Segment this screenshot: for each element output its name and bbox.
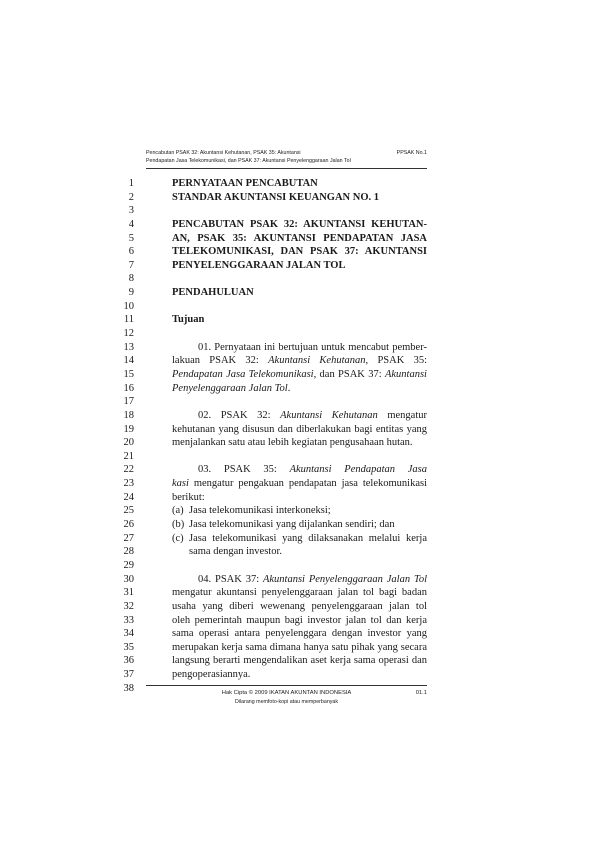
blank-line xyxy=(172,559,427,573)
blank-line xyxy=(172,327,427,341)
subtitle-line-4: PENYELENGGARAAN JALAN TOL xyxy=(172,259,346,271)
italic-reference: Akuntansi Kehutanan xyxy=(268,355,366,367)
blank-line xyxy=(172,204,427,218)
line-number: 38 xyxy=(123,682,134,694)
footer-rule xyxy=(146,685,427,686)
paragraph-01-line-4 xyxy=(172,382,427,396)
page-number: 01.1 xyxy=(415,690,427,696)
line-number: 1 xyxy=(128,178,134,189)
line-number: 11 xyxy=(123,314,134,326)
line-number: 18 xyxy=(123,409,134,421)
line-number: 37 xyxy=(123,669,134,681)
italic-reference: Akuntansi xyxy=(384,368,427,380)
running-header-right: PPSAK No.1 xyxy=(396,150,427,156)
italic-reference: Penyelenggaraan Jalan Tol xyxy=(172,382,288,394)
document-title-line-2: STANDAR AKUNTANSI KEUANGAN NO. 1 xyxy=(172,191,380,203)
line-number: 35 xyxy=(123,641,134,653)
line-number: 33 xyxy=(123,614,134,626)
subtitle-line-1: PENCABUTAN PSAK 32: AKUNTANSI KEHUTAN- xyxy=(172,218,427,230)
paragraph-03-line-2 xyxy=(172,477,427,491)
line-number: 3 xyxy=(128,205,134,217)
paragraph-03-line-3: berikut: xyxy=(172,491,205,503)
line-number: 12 xyxy=(123,328,134,340)
list-text: Jasa telekomunikasi yang dilaksanakan melalui kerja xyxy=(189,532,427,544)
header-line-1: Pencabutan PSAK 32: Akuntansi Kehutanan, PSAK 35: Akuntansi xyxy=(146,150,301,156)
line-number: 10 xyxy=(123,300,134,312)
italic-reference: Akuntansi Pendapatan Jasa xyxy=(289,464,427,476)
line-number: 28 xyxy=(123,546,134,558)
line-number: 6 xyxy=(128,246,134,258)
paragraph-04-line-8: pengoperasiannya. xyxy=(172,669,251,681)
text-run: lakuan PSAK 32: xyxy=(172,355,269,367)
document-body xyxy=(172,177,427,695)
blank-line xyxy=(172,272,427,286)
line-number: 2 xyxy=(128,191,134,203)
section-heading: PENDAHULUAN xyxy=(172,287,254,299)
line-number: 4 xyxy=(128,218,134,230)
list-item xyxy=(172,532,427,546)
subtitle-line-3: TELEKOMUNIKASI, DAN PSAK 37: AKUNTANSI xyxy=(172,246,427,258)
text-run: , dan PSAK 37: xyxy=(313,368,385,380)
paragraph-03-line-1 xyxy=(172,463,427,477)
line-number: 13 xyxy=(123,341,134,353)
paragraph-02-line-2: kehutanan yang disusun dan diberlakukan bagi entitas yang xyxy=(172,423,427,435)
text-run: 04. PSAK 37: xyxy=(198,573,263,585)
paragraph-04-line-3: usaha yang diberi wewenang penyelenggaraan jalan tol xyxy=(172,600,427,612)
paragraph-01-line-2 xyxy=(172,354,427,368)
line-number: 36 xyxy=(123,655,134,667)
paragraph-04-line-7: langsung berarti mengendalikan aset kerja sama operasi dan xyxy=(172,655,427,667)
blank-line xyxy=(172,300,427,314)
subtitle-line-2: AN, PSAK 35: AKUNTANSI PENDAPATAN JASA xyxy=(172,232,427,244)
document-title-line-1: PERNYATAAN PENCABUTAN xyxy=(172,178,318,189)
paragraph-04-line-1 xyxy=(172,573,427,587)
italic-reference: Akuntansi Kehutanan xyxy=(280,409,378,421)
paragraph-04-line-6: merupakan kerja sama dimana hanya satu pihak yang secara xyxy=(172,641,427,653)
line-number: 14 xyxy=(123,355,134,367)
paragraph-04-line-2: mengatur akuntansi penyelenggaraan jalan tol bagi badan xyxy=(172,587,427,599)
footer-notice: Dilarang memfoto-kopi atau memperbanyak xyxy=(234,699,339,705)
list-item-continuation: sama dengan investor. xyxy=(189,546,283,558)
line-number: 27 xyxy=(123,532,134,544)
line-number: 25 xyxy=(123,505,134,517)
list-label: (a) xyxy=(172,505,184,517)
paragraph-04-line-4: oleh pemerintah maupun bagi investor jalan tol dan kerja xyxy=(172,614,427,626)
line-number: 34 xyxy=(123,628,134,640)
line-number: 19 xyxy=(123,423,134,435)
line-number: 26 xyxy=(123,519,134,531)
line-number: 32 xyxy=(123,600,134,612)
list-item xyxy=(172,518,427,532)
line-number: 16 xyxy=(123,382,134,394)
line-number: 31 xyxy=(123,587,134,599)
text-run: , PSAK 35: xyxy=(365,355,427,367)
line-number: 7 xyxy=(128,259,134,271)
line-number: 24 xyxy=(123,491,134,503)
blank-line xyxy=(172,395,427,409)
blank-line xyxy=(172,450,427,464)
line-number: 9 xyxy=(128,287,134,299)
text-run: 02. PSAK 32: xyxy=(198,409,281,421)
list-text: Jasa telekomunikasi interkoneksi; xyxy=(189,505,331,517)
list-label: (c) xyxy=(172,532,184,544)
list-text: Jasa telekomunikasi yang dijalankan sendiri; dan xyxy=(189,519,395,531)
line-number: 15 xyxy=(123,368,134,380)
line-number: 30 xyxy=(123,573,134,585)
line-number: 17 xyxy=(123,396,134,408)
list-item xyxy=(172,504,427,518)
line-number: 20 xyxy=(123,437,134,449)
line-number: 29 xyxy=(123,559,134,571)
footer-copyright: Hak Cipta © 2009 IKATAN AKUNTAN INDONESIA xyxy=(221,690,352,696)
header-rule xyxy=(146,168,427,169)
subsection-heading: Tujuan xyxy=(172,314,205,326)
line-number-column xyxy=(110,177,134,695)
text-run: . xyxy=(287,382,291,394)
italic-reference: Pendapatan Jasa Telekomunikasi xyxy=(172,368,314,380)
paragraph-04-line-5: sama operasi antara penyelenggara dengan investor yang xyxy=(172,628,427,640)
italic-reference: Akuntansi Penyelenggaraan Jalan Tol xyxy=(262,573,427,585)
paragraph-02-line-1 xyxy=(172,409,427,423)
paragraph-01-line-3 xyxy=(172,368,427,382)
header-line-2: Pendapatan Jasa Telekomunikasi, dan PSAK 37: Akuntansi Penyelenggaraan Jalan Tol xyxy=(146,158,351,165)
text-run: 03. PSAK 35: xyxy=(198,464,290,476)
text-run: mengatur xyxy=(387,409,427,421)
italic-reference: kasi xyxy=(172,478,189,490)
paragraph-01-line-1: 01. Pernyataan ini bertujuan untuk mencabut pember- xyxy=(198,341,427,353)
line-number: 21 xyxy=(123,450,134,462)
paragraph-02-line-3: menjalankan satu atau lebih kegiatan pengusahaan hutan. xyxy=(172,437,413,449)
running-header-left xyxy=(146,149,396,166)
line-number: 23 xyxy=(123,478,134,490)
line-number: 22 xyxy=(123,464,134,476)
line-number: 8 xyxy=(128,273,134,285)
line-number: 5 xyxy=(128,232,134,244)
text-run: mengatur pengakuan pendapatan jasa telekomunikasi xyxy=(188,478,427,490)
list-label: (b) xyxy=(172,519,185,531)
